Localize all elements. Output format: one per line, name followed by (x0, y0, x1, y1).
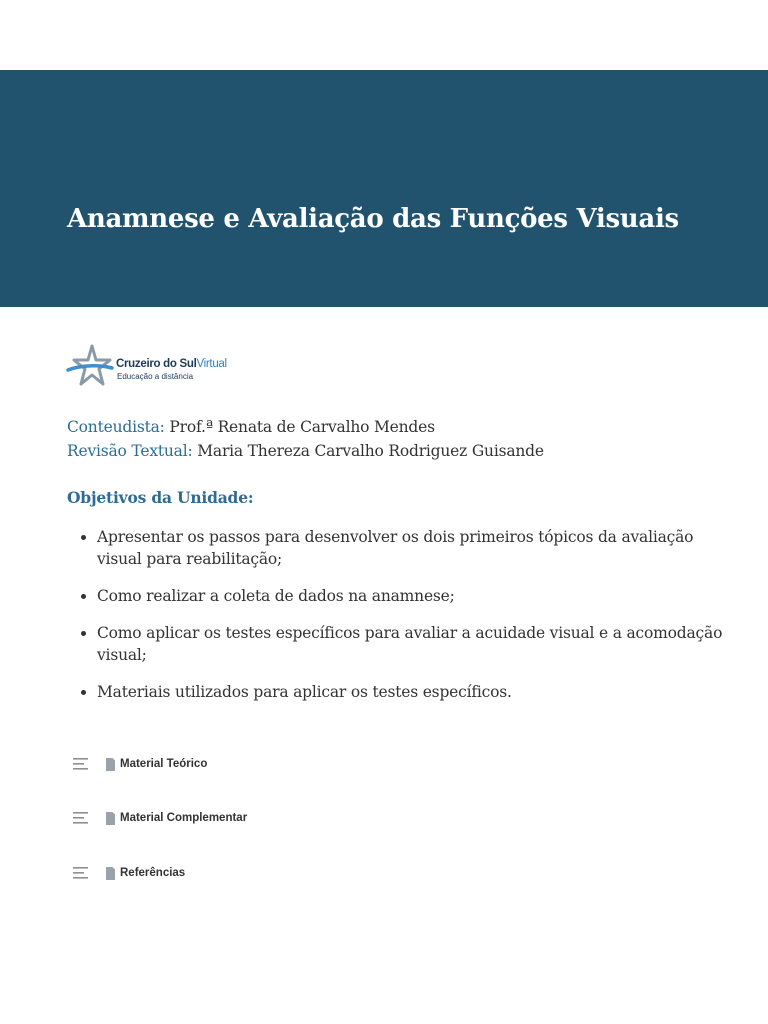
page-title: Anamnese e Avaliação das Funções Visuais (67, 204, 679, 234)
menu-icon (72, 757, 90, 771)
header-banner (0, 70, 768, 307)
toc-item-material-complementar[interactable] (72, 808, 292, 828)
author-value: Prof.ª Renata de Carvalho Mendes (164, 418, 435, 436)
author-line (67, 415, 544, 439)
logo-brand-text (116, 358, 227, 370)
document-icon (105, 758, 116, 771)
cruzeiro-do-sul-logo (66, 344, 246, 388)
objectives-heading: Objetivos da Unidade: (67, 488, 254, 507)
objectives-list (68, 526, 727, 718)
document-icon (105, 867, 116, 880)
review-value: Maria Thereza Carvalho Rodriguez Guisande (192, 442, 544, 460)
review-line (67, 439, 544, 463)
star-swoosh-icon (66, 344, 114, 388)
credits-block (67, 415, 544, 463)
menu-icon (72, 866, 90, 880)
author-label: Conteudista: (67, 418, 165, 436)
toc-item-label: Material Teórico (120, 758, 208, 770)
list-item: • Como realizar a coleta de dados na anamnese; (97, 585, 727, 607)
logo-brand-main: Cruzeiro do Sul (116, 358, 197, 370)
menu-icon (72, 811, 90, 825)
toc-item-label: Material Complementar (120, 812, 248, 824)
logo-brand-accent: Virtual (196, 358, 227, 370)
list-item: • Materiais utilizados para aplicar os testes específicos. (97, 681, 727, 703)
review-label: Revisão Textual: (67, 442, 193, 460)
toc-item-referencias[interactable] (72, 863, 292, 883)
document-icon (105, 812, 116, 825)
toc-item-label: Referências (120, 867, 186, 879)
list-item: • Como aplicar os testes específicos para avaliar a acuidade visual e a acomodação visual; (97, 622, 727, 666)
logo-tagline: Educação a distância (117, 372, 194, 381)
list-item: • Apresentar os passos para desenvolver os dois primeiros tópicos da avaliação visual para reabilitação; (97, 526, 727, 570)
toc-item-material-teorico[interactable] (72, 754, 292, 774)
